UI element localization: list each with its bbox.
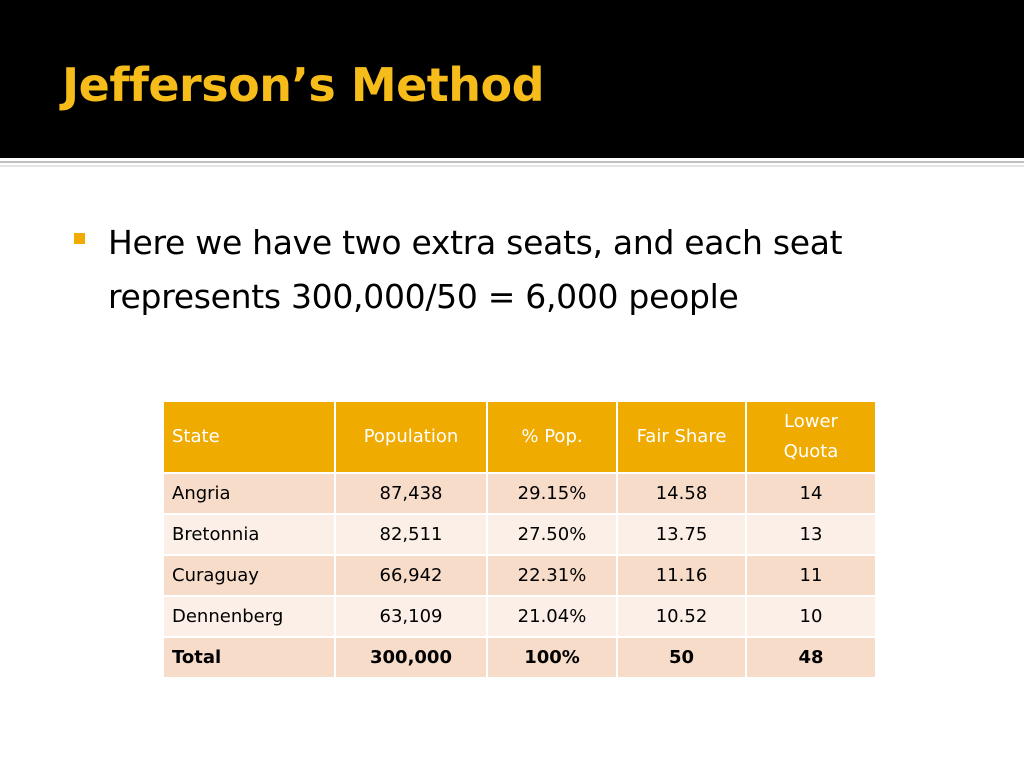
- title-bar: [0, 0, 1024, 158]
- cell-total-lower-quota: 48: [746, 637, 876, 678]
- cell-state: Dennenberg: [163, 596, 335, 637]
- table-total-row: [163, 637, 876, 678]
- cell-state: Angria: [163, 473, 335, 514]
- apportionment-table: [162, 400, 877, 679]
- title-divider-dark: [0, 161, 1024, 163]
- cell-lower-quota: 13: [746, 514, 876, 555]
- cell-population: 87,438: [335, 473, 487, 514]
- cell-population: 66,942: [335, 555, 487, 596]
- cell-fair-share: 11.16: [617, 555, 746, 596]
- cell-total-percent-pop: 100%: [487, 637, 617, 678]
- cell-fair-share: 13.75: [617, 514, 746, 555]
- cell-state: Curaguay: [163, 555, 335, 596]
- table-header-row: [163, 401, 876, 473]
- cell-population: 82,511: [335, 514, 487, 555]
- cell-total-population: 300,000: [335, 637, 487, 678]
- header-lower-quota: Lower Quota: [746, 401, 876, 473]
- bullet-text: Here we have two extra seats, and each seat represents 300,000/50 = 6,000 people: [108, 223, 843, 316]
- header-fair-share: Fair Share: [617, 401, 746, 473]
- cell-population: 63,109: [335, 596, 487, 637]
- cell-percent-pop: 22.31%: [487, 555, 617, 596]
- cell-total-label: Total: [163, 637, 335, 678]
- cell-fair-share: 14.58: [617, 473, 746, 514]
- cell-lower-quota: 14: [746, 473, 876, 514]
- header-percent-pop: % Pop.: [487, 401, 617, 473]
- cell-percent-pop: 27.50%: [487, 514, 617, 555]
- cell-fair-share: 10.52: [617, 596, 746, 637]
- cell-percent-pop: 29.15%: [487, 473, 617, 514]
- cell-state: Bretonnia: [163, 514, 335, 555]
- cell-percent-pop: 21.04%: [487, 596, 617, 637]
- cell-lower-quota: 11: [746, 555, 876, 596]
- table-row: [163, 555, 876, 596]
- slide-title: Jefferson’s Method: [62, 58, 545, 112]
- title-divider-light: [0, 165, 1024, 167]
- header-state: State: [163, 401, 335, 473]
- table-row: [163, 473, 876, 514]
- cell-lower-quota: 10: [746, 596, 876, 637]
- header-population: Population: [335, 401, 487, 473]
- table-row: [163, 514, 876, 555]
- table-row: [163, 596, 876, 637]
- square-bullet-icon: [74, 233, 85, 244]
- cell-total-fair-share: 50: [617, 637, 746, 678]
